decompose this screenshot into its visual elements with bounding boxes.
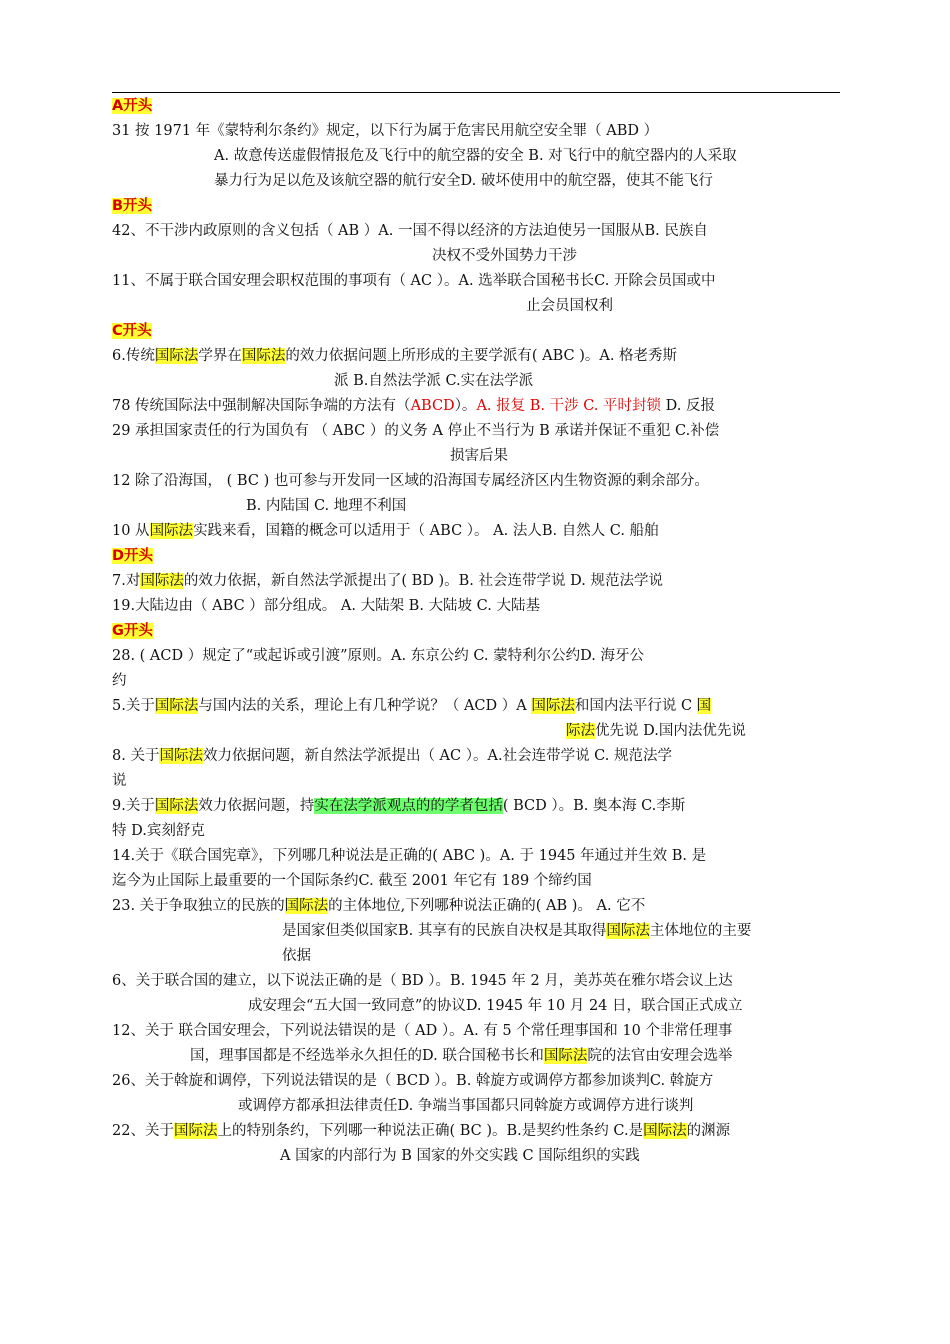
document-body: A开头 31 按 1971 年《蒙特利尔条约》规定，以下行为属于危害民用航空安全罪（ ABD ） A. 故意传送虚假情报危及飞行中的航空器的安全 B. 对飞行中的航空器内的人采取 暴力行为足以危及该航空器的航行安全D. 破坏使用中的航空器，使其不能飞行 B开头 42、不干涉内政原则的含义包括（ AB ）A. 一国不得以经济的方法迫使另一国服从B. 民族自 决权不受外国势力干涉 11、不属于联合国安理会职权范围的事项有（ AC ）。A. 选举联合国秘书长C. 开除会员国或中 止会员国权利 C开头 6.传统国际法学界在国际法的效力依据问题上所形成的主要学派有( ABC )。A. 格老秀斯 派 B.自然法学派 C.实在法学派 78 传统国际法中强制解决国际争端的方法有（ABCD）。A. 报复 B. 干涉 C. 平时封锁 D. 反报 29 承担国家责任的行为国负有 （ ABC ）的义务 A 停止不当行为 B 承诺并保证不重犯 C.补偿 损害后果 12 除了沿海国， ( BC ) 也可参与开发同一区域的沿海国专属经济区内生物资源的剩余部分。 B. 内陆国 C. 地理不利国 10 从国际法实践来看，国籍的概念可以适用于（ ABC ）。 A. 法人B. 自然人 C. 船舶 D开头 7.对国际法的效力依据，新自然法学派提出了( BD )。B. 社会连带学说 D. 规范法学说 19.大陆边由（ ABC ）部分组成。 A. 大陆架 B. 大陆坡 C. 大陆基 G开头 28. ( ACD ）规定了“或起诉或引渡”原则。A. 东京公约 C. 蒙特利尔公约D. 海牙公 约 5.关于国际法与国内法的关系，理论上有几种学说？（ ACD ）A 国际法和国内法平行说 C 国 际法优先说 D.国内法优先说 8. 关于国际法效力依据问题，新自然法学派提出（ AC ）。A.社会连带学说 C. 规范法学 说 9.关于国际法效力依据问题，持实在法学派观点的的学者包括( BCD ）。B. 奥本海 C.李斯 特 D.宾刻舒克 14.关于《联合国宪章》，下列哪几种说法是正确的( ABC )。A. 于 1945 年通过并生效 B. 是 迄今为止国际上最重要的一个国际条约C. 截至 2001 年它有 189 个缔约国 23. 关于争取独立的民族的国际法的主体地位,下列哪种说法正确的( AB )。 A. 它不 是国家但类似国家B. 其享有的民族自决权是其取得国际法主体地位的主要 依据 6、关于联合国的建立，以下说法正确的是（ BD ）。B. 1945 年 2 月，美苏英在雅尔塔会议上达 成安理会“五大国一致同意”的协议D. 1945 年 10 月 24 日，联合国正式成立 12、关于 联合国安理会，下列说法错误的是（ AD ）。A. 有 5 个常任理事国和 10 个非常任理事 国，理事国都是不经选举永久担任的D. 联合国秘书长和国际法院的法官由安理会选举 26、关于斡旋和调停，下列说法错误的是（ BCD ）。B. 斡旋方或调停方都参加谈判C. 斡旋方 或调停方都承担法律责任D. 争端当事国都只同斡旋方或调停方进行谈判 22、关于国际法上的特别条约，下列哪一种说法正确( BC )。B.是契约性条约 C.是国际法的渊源 A 国家的内部行为 B 国家的外交实践 C 国际组织的实践	[112, 94, 840, 1169]
answer-options: A. 报复 B. 干涉 C. 平时封锁	[476, 398, 662, 414]
question-14: 14.关于《联合国宪章》，下列哪几种说法是正确的( ABC )。A. 于 1945 年通过并生效 B. 是	[112, 848, 707, 864]
question-8: 8. 关于国际法效力依据问题，新自然法学派提出（ AC ）。A.社会连带学说 C. 规范法学	[112, 748, 672, 764]
question-22: 22、关于国际法上的特别条约，下列哪一种说法正确( BC )。B.是契约性条约 C.是国际法的渊源	[112, 1123, 731, 1139]
highlight-term-part: 际法	[566, 723, 595, 739]
highlight-term: 国际法	[159, 748, 203, 764]
highlight-term: 国际法	[531, 698, 575, 714]
question-6b: 6、关于联合国的建立，以下说法正确的是（ BD ）。B. 1945 年 2 月，美苏英在雅尔塔会议上达	[112, 973, 733, 989]
section-heading-c: C开头	[112, 323, 152, 339]
highlight-term: 国际法	[173, 1123, 218, 1139]
question-78: 78 传统国际法中强制解决国际争端的方法有（ABCD）。A. 报复 B. 干涉 C. 平时封锁 D. 反报	[112, 398, 715, 414]
highlight-term-part: 国	[696, 698, 712, 714]
question-19: 19.大陆边由（ ABC ）部分组成。 A. 大陆架 B. 大陆坡 C. 大陆基	[112, 598, 540, 614]
question-5: 5.关于国际法与国内法的关系，理论上有几种学说？（ ACD ）A 国际法和国内法平行说 C 国	[112, 698, 712, 714]
highlight-term: 国际法	[606, 923, 650, 939]
highlight-term: 国际法	[140, 573, 184, 589]
highlight-term: 国际法	[154, 698, 199, 714]
question-28: 28. ( ACD ）规定了“或起诉或引渡”原则。A. 东京公约 C. 蒙特利尔公约D. 海牙公	[112, 648, 644, 664]
question-11: 11、不属于联合国安理会职权范围的事项有（ AC ）。A. 选举联合国秘书长C. 开除会员国或中	[112, 273, 716, 289]
question-10: 10 从国际法实践来看，国籍的概念可以适用于（ ABC ）。 A. 法人B. 自然人 C. 船舶	[112, 523, 659, 539]
highlight-term: 国际法	[154, 798, 199, 814]
question-12: 12 除了沿海国， ( BC ) 也可参与开发同一区域的沿海国专属经济区内生物资源的剩余部分。	[112, 473, 709, 489]
highlight-term: 国际法	[643, 1123, 687, 1139]
question-26: 26、关于斡旋和调停，下列说法错误的是（ BCD ）。B. 斡旋方或调停方都参加谈判C. 斡旋方	[112, 1073, 714, 1089]
section-heading-g: G开头	[112, 623, 153, 639]
question-6: 6.传统国际法学界在国际法的效力依据问题上所形成的主要学派有( ABC )。A. 格老秀斯	[112, 348, 678, 364]
question-9: 9.关于国际法效力依据问题，持实在法学派观点的的学者包括( BCD ）。B. 奥本海 C.李斯	[112, 798, 686, 814]
highlight-term: 国际法	[543, 1048, 588, 1064]
section-heading-b: B开头	[112, 198, 153, 214]
highlight-green: 实在法学派观点的的学者包括	[314, 798, 503, 814]
highlight-term: 国际法	[284, 898, 329, 914]
highlight-term: 国际法	[149, 523, 194, 539]
question-7: 7.对国际法的效力依据，新自然法学派提出了( BD )。B. 社会连带学说 D. 规范法学说	[112, 573, 663, 589]
question-12b: 12、关于 联合国安理会，下列说法错误的是（ AD ）。A. 有 5 个常任理事国和 10 个非常任理事	[112, 1023, 733, 1039]
highlight-term: 国际法	[241, 348, 286, 364]
answer-text: ABCD	[410, 398, 455, 414]
question-23: 23. 关于争取独立的民族的国际法的主体地位,下列哪种说法正确的( AB )。 A. 它不	[112, 898, 646, 914]
highlight-term: 国际法	[154, 348, 199, 364]
section-heading-d: D开头	[112, 548, 154, 564]
section-heading-a: A开头	[112, 98, 153, 114]
header-rule	[112, 92, 840, 93]
question-29: 29 承担国家责任的行为国负有 （ ABC ）的义务 A 停止不当行为 B 承诺并保证不重犯 C.补偿	[112, 423, 720, 439]
question-31: 31 按 1971 年《蒙特利尔条约》规定，以下行为属于危害民用航空安全罪（ ABD ）	[112, 123, 659, 139]
question-42: 42、不干涉内政原则的含义包括（ AB ）A. 一国不得以经济的方法迫使另一国服从B. 民族自	[112, 223, 708, 239]
